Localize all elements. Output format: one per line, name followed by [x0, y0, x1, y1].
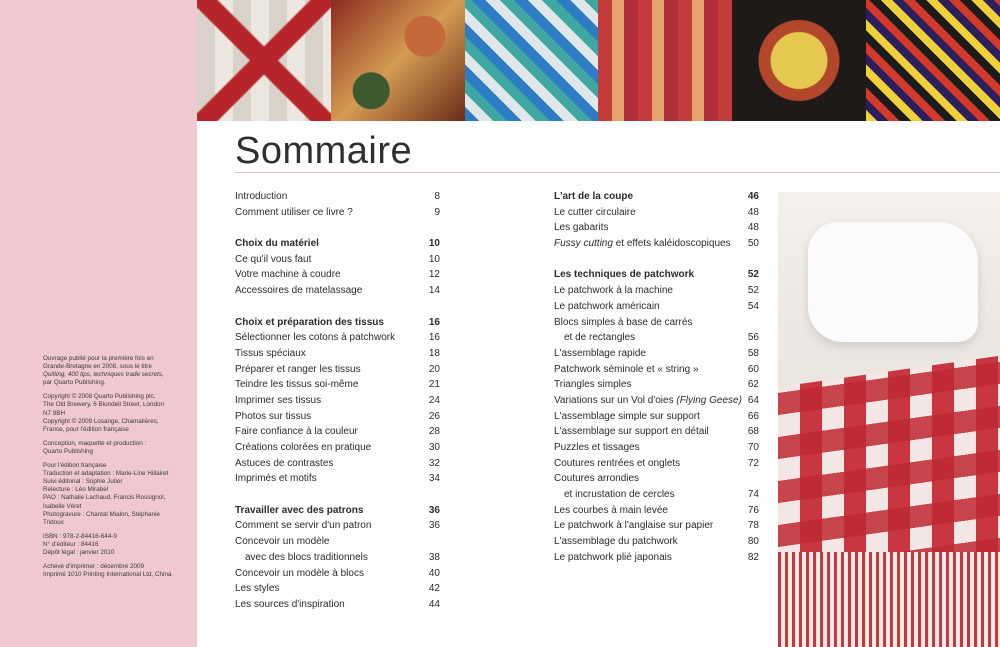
toc-section-heading[interactable]: [554, 189, 759, 205]
toc-page-number: 38: [428, 551, 440, 563]
toc-entry-label: Blocs simples à base de carrés: [554, 316, 693, 328]
toc-entry-label: Le patchwork à la machine: [554, 285, 673, 297]
credits-line: Imprimé 1010 Printing International Ltd, China: [43, 571, 172, 579]
toc-entry-label: Photos sur tissus: [235, 410, 312, 422]
toc-entry[interactable]: [554, 377, 759, 393]
credits-line: Quilting, 400 tips, techniques trade secrets,: [43, 371, 164, 379]
toc-entry-label: Sélectionner les cotons à patchwork: [235, 332, 396, 344]
credits-line: Copyright © 2009 Losange, Chamalières,: [43, 417, 159, 425]
credits-line: par Quarto Publishing.: [43, 379, 106, 387]
toc-page-number: 48: [747, 206, 759, 218]
credits-line: ISBN : 978-2-84416-644-9: [43, 532, 117, 540]
toc-entry-label: Patchwork séminole et « string »: [554, 363, 699, 375]
toc-entry-label: Concevoir un modèle à blocs: [235, 567, 364, 579]
toc-entry-label: Tissus spéciaux: [235, 347, 306, 359]
credits-line: Relecture : Léo Mirabel: [43, 486, 109, 494]
credits-line: Pour l'édition française: [43, 462, 107, 470]
toc-entry-label: Les techniques de patchwork: [554, 269, 695, 281]
toc-entry-label: Créations colorées en pratique: [235, 442, 372, 453]
toc-entry[interactable]: [235, 267, 440, 283]
toc-page-number: 14: [428, 285, 440, 297]
toc-entry-label: Accessoires de matelassage: [235, 285, 363, 297]
toc-page-number: 70: [747, 442, 759, 453]
toc-spacer: [554, 252, 759, 268]
toc-page-number: 76: [747, 504, 759, 516]
toc-entry[interactable]: [554, 283, 759, 299]
toc-page-number: 52: [747, 285, 759, 297]
toc-entry[interactable]: [235, 518, 440, 534]
toc-entry[interactable]: [235, 377, 440, 393]
toc-entry-label: Travailler avec des patrons: [235, 504, 364, 516]
toc-entry[interactable]: [554, 456, 759, 472]
toc-page-number: 10: [428, 253, 440, 265]
toc-entry-label: Fussy cutting et effets kaléidoscopiques: [554, 238, 731, 250]
toc-entry-label: Les gabarits: [554, 222, 609, 234]
toc-entry-label: L'assemblage rapide: [554, 347, 646, 359]
toc-entry[interactable]: [554, 471, 759, 487]
page-title: Sommaire: [235, 130, 413, 172]
toc-entry[interactable]: [554, 487, 759, 503]
toc-page-number: 56: [747, 332, 759, 344]
toc-entry-label: Triangles simples: [554, 379, 632, 391]
toc-entry-label: Astuces de contrastes: [235, 457, 334, 469]
toc-entry-label: Le patchwork américain: [554, 300, 660, 312]
title-divider: [235, 172, 1000, 173]
toc-entry-label: Coutures arrondies: [554, 473, 640, 485]
toc-page-number: 40: [428, 567, 440, 579]
toc-page-number: 18: [428, 347, 440, 359]
pillow: [808, 222, 978, 342]
credits-line: Conception, maquette et production :: [43, 439, 147, 447]
toc-entry[interactable]: [235, 409, 440, 425]
toc-page-number: 28: [428, 426, 440, 438]
toc-entry-label: et de rectangles: [564, 332, 636, 344]
credits-line: Dépôt légal : janvier 2010: [43, 548, 115, 556]
banner-quilt-image-3: [465, 0, 599, 121]
publication-credits: [43, 355, 193, 585]
toc-entry[interactable]: [235, 362, 440, 378]
credits-line: Suivi éditorial : Sophie Jutier: [43, 478, 123, 486]
quilt-banner: [197, 0, 1000, 121]
toc-entry-label: Les styles: [235, 583, 280, 595]
toc-entry[interactable]: [235, 189, 440, 205]
toc-section-heading[interactable]: [235, 315, 440, 331]
toc-entry[interactable]: [554, 503, 759, 519]
toc-page-number: 44: [428, 598, 440, 610]
toc-column-2: [554, 189, 759, 566]
toc-page-number: 8: [434, 191, 440, 202]
toc-entry[interactable]: [554, 424, 759, 440]
toc-page-number: 20: [428, 363, 440, 375]
toc-entry-label: Choix et préparation des tissus: [235, 316, 384, 328]
toc-entry[interactable]: [554, 330, 759, 346]
toc-entry[interactable]: [235, 205, 440, 221]
toc-entry-label: et incrustation de cercles: [564, 489, 675, 501]
toc-page-number: 36: [428, 520, 440, 532]
toc-page-number: 42: [428, 583, 440, 595]
toc-page-number: 82: [747, 551, 759, 563]
credits-line: Photogravure : Chantal Mialon, Stéphanie: [43, 510, 160, 518]
toc-page-number: 24: [428, 394, 440, 406]
toc-entry-label: Imprimer ses tissus: [235, 394, 322, 406]
toc-entry[interactable]: [235, 393, 440, 409]
toc-page-number: 10: [428, 238, 440, 250]
toc-page-number: 16: [428, 316, 440, 328]
toc-entry-label: Comment se servir d'un patron: [235, 520, 372, 532]
toc-page-number: 60: [747, 363, 759, 375]
credits-block5: [43, 533, 193, 557]
toc-page-number: 54: [747, 300, 759, 312]
toc-entry-label: Les courbes à main levée: [554, 504, 668, 516]
toc-entry[interactable]: [235, 346, 440, 362]
credits-sidebar: [0, 0, 197, 647]
toc-page-number: 62: [747, 379, 759, 391]
toc-entry-label: Coutures rentrées et onglets: [554, 457, 681, 469]
toc-entry-label: avec des blocs traditionnels: [245, 551, 368, 563]
toc-page-number: 21: [428, 379, 440, 391]
toc-entry-label: Teindre les tissus soi-même: [235, 379, 359, 391]
toc-page-number: 32: [428, 457, 440, 469]
banner-quilt-image-5: [732, 0, 866, 121]
toc-entry[interactable]: [554, 299, 759, 315]
toc-page-number: 72: [747, 457, 759, 469]
toc-page-number: 30: [428, 442, 440, 453]
toc-page-number: 26: [428, 410, 440, 422]
credits-line: Quarto Publishing: [43, 447, 94, 455]
credits-block4: [43, 462, 193, 527]
bed-skirt: [778, 552, 1000, 647]
toc-page-number: 46: [747, 191, 759, 202]
toc-entry-label: Ce qu'il vous faut: [235, 253, 312, 265]
toc-entry[interactable]: [235, 471, 440, 487]
toc-entry[interactable]: [554, 518, 759, 534]
toc-entry-label: Choix du matériel: [235, 238, 319, 250]
toc-entry[interactable]: [554, 393, 759, 409]
toc-entry-label: L'assemblage du patchwork: [554, 536, 678, 548]
toc-page-number: 78: [747, 520, 759, 532]
credits-block2: [43, 393, 193, 433]
credits-line: Grande-Bretagne en 2008, sous le titre: [43, 363, 152, 371]
toc-entry-label: L'assemblage sur support en détail: [554, 426, 709, 438]
toc-entry[interactable]: [235, 550, 440, 566]
credits-line: Isabelle Véret: [43, 502, 82, 510]
toc-entry[interactable]: [554, 440, 759, 456]
toc-entry[interactable]: [235, 440, 440, 456]
toc-spacer: [235, 299, 440, 315]
toc-entry-label: Les sources d'inspiration: [235, 598, 345, 610]
credits-block1: [43, 355, 193, 387]
banner-quilt-image-1: [197, 0, 331, 121]
toc-section-heading[interactable]: [235, 236, 440, 252]
toc-page-number: 50: [747, 238, 759, 250]
credits-line: Traduction et adaptation : Marie-Line Hillairet: [43, 470, 169, 478]
credits-line: Tridoux: [43, 518, 64, 526]
toc-entry-label: Le cutter circulaire: [554, 206, 636, 218]
toc-entry-label: Votre machine à coudre: [235, 269, 341, 281]
toc-entry-label: L'art de la coupe: [554, 191, 634, 202]
toc-entry[interactable]: [554, 346, 759, 362]
credits-line: N7 9BH: [43, 409, 66, 417]
toc-spacer: [235, 220, 440, 236]
toc-entry[interactable]: [554, 362, 759, 378]
toc-entry[interactable]: [235, 330, 440, 346]
credits-line: Copyright © 2008 Quarto Publishing plc,: [43, 393, 156, 401]
toc-entry[interactable]: [235, 566, 440, 582]
toc-section-heading[interactable]: [554, 267, 759, 283]
toc-entry-label: Comment utiliser ce livre ?: [235, 206, 353, 218]
toc-entry-label: L'assemblage simple sur support: [554, 410, 700, 422]
banner-quilt-image-6: [866, 0, 1000, 121]
credits-block3: [43, 440, 193, 456]
toc-entry[interactable]: [554, 220, 759, 236]
credits-line: Ouvrage publié pour la première fois en: [43, 355, 154, 362]
toc-page-number: 36: [428, 504, 440, 516]
credits-line: PAO : Nathalie Lachaud, Francis Rossignol,: [43, 494, 166, 502]
toc-page-number: 16: [428, 332, 440, 344]
toc-entry[interactable]: [235, 424, 440, 440]
toc-section-heading[interactable]: [235, 503, 440, 519]
credits-block6: [43, 563, 193, 579]
credits-line: The Old Brewery, 6 Blundell Street, London: [43, 401, 164, 409]
toc-page-number: 9: [434, 206, 440, 218]
toc-entry[interactable]: [235, 534, 440, 550]
toc-page-number: 74: [747, 489, 759, 501]
toc-column-1: [235, 189, 440, 613]
toc-page-number: 58: [747, 347, 759, 359]
credits-line: N° d'éditeur : 84416: [43, 540, 99, 548]
toc-entry[interactable]: [554, 534, 759, 550]
toc-entry-label: Le patchwork à l'anglaise sur papier: [554, 520, 714, 532]
toc-entry-label: Introduction: [235, 191, 288, 202]
toc-page-number: 52: [747, 269, 759, 281]
toc-entry[interactable]: [554, 409, 759, 425]
toc-entry[interactable]: [235, 597, 440, 613]
toc-entry-label: Imprimés et motifs: [235, 473, 317, 485]
bed-quilt-photo: [778, 192, 1000, 647]
toc-entry-label: Le patchwork plié japonais: [554, 551, 672, 563]
toc-entry[interactable]: [235, 456, 440, 472]
toc-entry[interactable]: [554, 236, 759, 252]
toc-entry-label: Concevoir un modèle: [235, 536, 330, 548]
banner-quilt-image-2: [331, 0, 465, 121]
toc-spacer: [235, 487, 440, 503]
toc-page-number: 68: [747, 426, 759, 438]
toc-page-number: 48: [747, 222, 759, 234]
toc-page-number: 12: [428, 269, 440, 281]
toc-entry-label: Variations sur un Vol d'oies (Flying Geese): [554, 394, 742, 406]
toc-page-number: 80: [747, 536, 759, 548]
credits-line: Achevé d'imprimer : décembre 2009: [43, 563, 144, 571]
toc-entry-label: Puzzles et tissages: [554, 442, 640, 453]
toc-entry-label: Faire confiance à la couleur: [235, 426, 358, 438]
toc-entry[interactable]: [235, 252, 440, 268]
toc-entry[interactable]: [554, 315, 759, 331]
banner-quilt-image-4: [598, 0, 732, 121]
toc-entry[interactable]: [235, 283, 440, 299]
toc-entry-label: Préparer et ranger les tissus: [235, 363, 361, 375]
toc-page-number: 66: [747, 410, 759, 422]
toc-page-number: 34: [428, 473, 440, 485]
credits-line: France, pour l'édition française: [43, 425, 129, 433]
toc-entry[interactable]: [554, 205, 759, 221]
toc-page-number: 64: [747, 394, 759, 406]
toc-entry[interactable]: [554, 550, 759, 566]
toc-entry[interactable]: [235, 581, 440, 597]
